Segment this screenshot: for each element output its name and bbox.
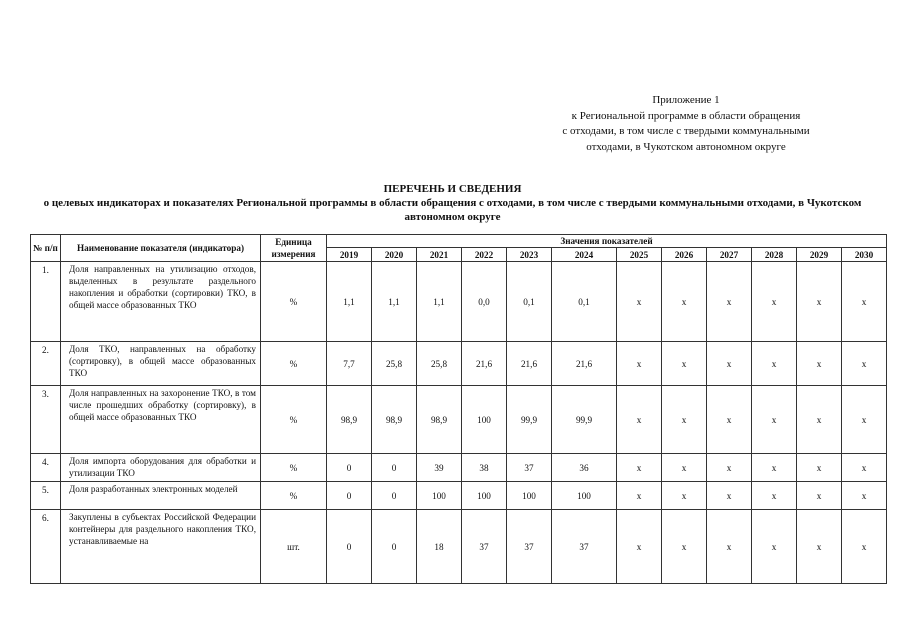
header-year: 2022 (462, 248, 507, 262)
unit-cell: % (261, 342, 327, 386)
value-cell: x (707, 510, 752, 584)
indicator-name: Доля ТКО, направленных на обработку (сортировку), в общей массе образованных ТКО (61, 342, 261, 386)
value-cell: 100 (552, 482, 617, 510)
appendix-line: с отходами, в том числе с твердыми коммунальными (562, 125, 810, 137)
value-cell: 1,1 (417, 262, 462, 342)
table-row (31, 386, 887, 454)
indicator-name: Доля импорта оборудования для обработки и утилизации ТКО (61, 454, 261, 482)
value-cell: x (707, 482, 752, 510)
value-cell: x (752, 262, 797, 342)
header-year: 2028 (752, 248, 797, 262)
appendix-line: Приложение 1 (652, 94, 720, 106)
value-cell: x (752, 510, 797, 584)
table-row (31, 262, 887, 342)
table-body (31, 262, 887, 584)
table-row (31, 482, 887, 510)
value-cell: x (842, 262, 887, 342)
value-cell: x (842, 342, 887, 386)
value-cell: 100 (462, 482, 507, 510)
value-cell: 1,1 (327, 262, 372, 342)
value-cell: x (707, 342, 752, 386)
value-cell: x (617, 342, 662, 386)
value-cell: x (662, 386, 707, 454)
indicator-name: Доля направленных на утилизацию отходов, выделенных в результате раздельного накопления и обработки (сортировки) ТКО, в общей массе образованных ТКО (61, 262, 261, 342)
document-subtitle: о целевых индикаторах и показателях Региональной программы в области обращения с отходами, в том числе с твердыми коммунальными отходами, в Чукотском автономном округе (43, 197, 862, 223)
value-cell: 0 (327, 510, 372, 584)
value-cell: 98,9 (327, 386, 372, 454)
header-values-group: Значения показателей (327, 235, 887, 248)
value-cell: x (617, 454, 662, 482)
value-cell: x (617, 510, 662, 584)
value-cell: 37 (462, 510, 507, 584)
indicator-name: Доля разработанных электронных моделей (61, 482, 261, 510)
value-cell: x (707, 454, 752, 482)
value-cell: 1,1 (372, 262, 417, 342)
value-cell: 37 (507, 510, 552, 584)
value-cell: x (617, 482, 662, 510)
value-cell: x (752, 482, 797, 510)
header-year: 2021 (417, 248, 462, 262)
value-cell: x (617, 386, 662, 454)
value-cell: 21,6 (507, 342, 552, 386)
value-cell: 21,6 (552, 342, 617, 386)
row-number: 1. (31, 262, 61, 342)
value-cell: 21,6 (462, 342, 507, 386)
value-cell: 37 (552, 510, 617, 584)
value-cell: 25,8 (372, 342, 417, 386)
value-cell: x (662, 510, 707, 584)
value-cell: x (662, 342, 707, 386)
value-cell: x (662, 262, 707, 342)
appendix-line: отходами, в Чукотском автономном округе (586, 140, 786, 153)
unit-cell: % (261, 482, 327, 510)
indicator-name: Доля направленных на захоронение ТКО, в том числе прошедших обработку (сортировку), в общей массе образованных ТКО (61, 386, 261, 454)
value-cell: x (842, 454, 887, 482)
value-cell: 0 (372, 454, 417, 482)
value-cell: 0,0 (462, 262, 507, 342)
header-year: 2019 (327, 248, 372, 262)
value-cell: x (707, 262, 752, 342)
header-unit: Единица измерения (261, 235, 327, 262)
row-number: 4. (31, 454, 61, 482)
value-cell: x (797, 342, 842, 386)
value-cell: 98,9 (417, 386, 462, 454)
value-cell: 18 (417, 510, 462, 584)
value-cell: x (842, 386, 887, 454)
document-title: ПЕРЕЧЕНЬ И СВЕДЕНИЯ (383, 183, 522, 195)
value-cell: 37 (507, 454, 552, 482)
value-cell: x (707, 386, 752, 454)
header-year: 2020 (372, 248, 417, 262)
header-year: 2025 (617, 248, 662, 262)
value-cell: x (797, 482, 842, 510)
value-cell: x (797, 386, 842, 454)
table-row (31, 454, 887, 482)
header-year: 2030 (842, 248, 887, 262)
value-cell: 25,8 (417, 342, 462, 386)
value-cell: 0 (327, 454, 372, 482)
value-cell: x (752, 386, 797, 454)
value-cell: x (797, 510, 842, 584)
header-year: 2024 (552, 248, 617, 262)
value-cell: x (752, 342, 797, 386)
value-cell: x (752, 454, 797, 482)
value-cell: 36 (552, 454, 617, 482)
header-name: Наименование показателя (индикатора) (61, 235, 261, 262)
unit-cell: % (261, 262, 327, 342)
value-cell: x (662, 482, 707, 510)
appendix-line: к Региональной программе в области обращения (571, 109, 801, 122)
value-cell: 98,9 (372, 386, 417, 454)
row-number: 2. (31, 342, 61, 386)
value-cell: x (842, 510, 887, 584)
value-cell: 0 (372, 482, 417, 510)
header-year: 2026 (662, 248, 707, 262)
table-row (31, 510, 887, 584)
header-num: № п/п (31, 235, 61, 262)
value-cell: 7,7 (327, 342, 372, 386)
value-cell: 99,9 (507, 386, 552, 454)
value-cell: 100 (417, 482, 462, 510)
unit-cell: шт. (261, 510, 327, 584)
row-number: 3. (31, 386, 61, 454)
value-cell: 100 (507, 482, 552, 510)
value-cell: x (842, 482, 887, 510)
header-year: 2023 (507, 248, 552, 262)
indicators-table (30, 234, 887, 584)
value-cell: 39 (417, 454, 462, 482)
header-year: 2029 (797, 248, 842, 262)
value-cell: x (617, 262, 662, 342)
value-cell: 100 (462, 386, 507, 454)
value-cell: 0 (327, 482, 372, 510)
unit-cell: % (261, 386, 327, 454)
table-row (31, 342, 887, 386)
value-cell: 38 (462, 454, 507, 482)
unit-cell: % (261, 454, 327, 482)
row-number: 5. (31, 482, 61, 510)
appendix-block (528, 93, 844, 155)
value-cell: x (662, 454, 707, 482)
header-year: 2027 (707, 248, 752, 262)
value-cell: x (797, 262, 842, 342)
indicator-name: Закуплены в субъектах Российской Федерации контейнеры для раздельного накопления ТКО, устанавливаемые на (61, 510, 261, 584)
value-cell: x (797, 454, 842, 482)
value-cell: 0 (372, 510, 417, 584)
value-cell: 99,9 (552, 386, 617, 454)
row-number: 6. (31, 510, 61, 584)
value-cell: 0,1 (507, 262, 552, 342)
value-cell: 0,1 (552, 262, 617, 342)
